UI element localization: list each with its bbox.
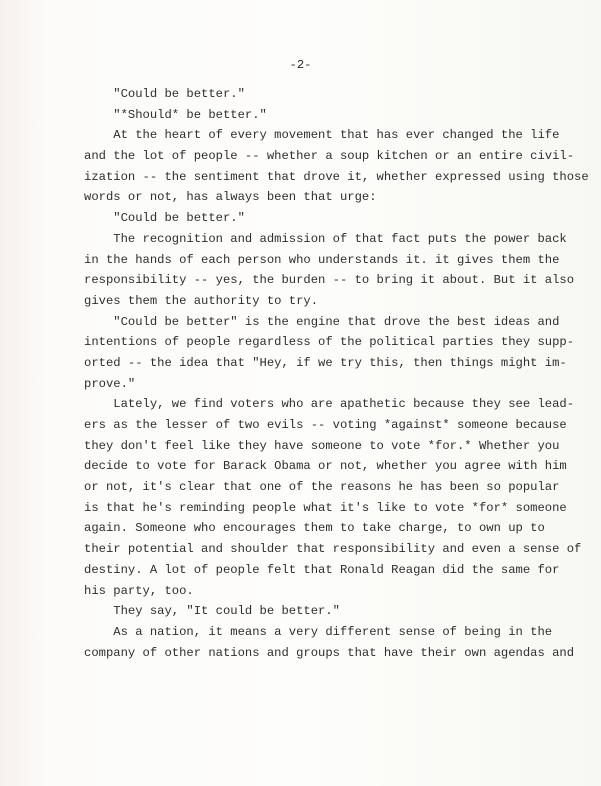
text-line: and the lot of people -- whether a soup kitchen or an entire civil- [84,149,575,164]
text-line: intentions of people regardless of the political parties they supp- [84,335,575,350]
text-line: in the hands of each person who understands it. it gives them the [84,252,560,267]
text-line: again. Someone who encourages them to take charge, to own up to [84,521,545,536]
text-line: The recognition and admission of that fact puts the power back [84,231,567,246]
text-line: words or not, has always been that urge: [84,190,377,205]
text-line: gives them the authority to try. [84,293,319,308]
text-line: ization -- the sentiment that drove it, whether expressed using those [84,169,589,184]
text-line: decide to vote for Barack Obama or not, whether you agree with him [84,459,567,474]
text-line: is that he's reminding people what it's like to vote *for* someone [84,500,567,515]
text-line: prove." [84,376,136,391]
text-line: their potential and shoulder that responsibility and even a sense of [84,542,582,557]
text-line: "Could be better." [84,211,245,226]
text-line: company of other nations and groups that have their own agendas and [84,645,575,660]
text-line: destiny. A lot of people felt that Ronald Reagan did the same for [84,562,560,577]
text-line: responsibility -- yes, the burden -- to bring it about. But it also [84,273,575,288]
text-line: "Could be better." [84,87,245,101]
text-line: his party, too. [84,583,194,598]
text-line: orted -- the idea that "Hey, if we try this, then things might im- [84,355,567,370]
text-line: They say, "It could be better." [84,604,340,619]
text-line: ers as the lesser of two evils -- voting *against* someone because [84,418,567,432]
text-line: "*Should* be better." [84,107,267,122]
text-line: At the heart of every movement that has ever changed the life [84,128,560,143]
body-text [84,84,589,663]
text-line: Lately, we find voters who are apathetic because they see lead- [84,397,575,412]
text-line: or not, it's clear that one of the reasons he has been so popular [84,480,560,495]
text-line: "Could be better" is the engine that drove the best ideas and [84,314,560,329]
text-line: they don't feel like they have someone to vote *for.* Whether you [84,438,560,453]
text-line: As a nation, it means a very different sense of being in the [84,624,553,639]
page-number: -2- [289,58,312,72]
